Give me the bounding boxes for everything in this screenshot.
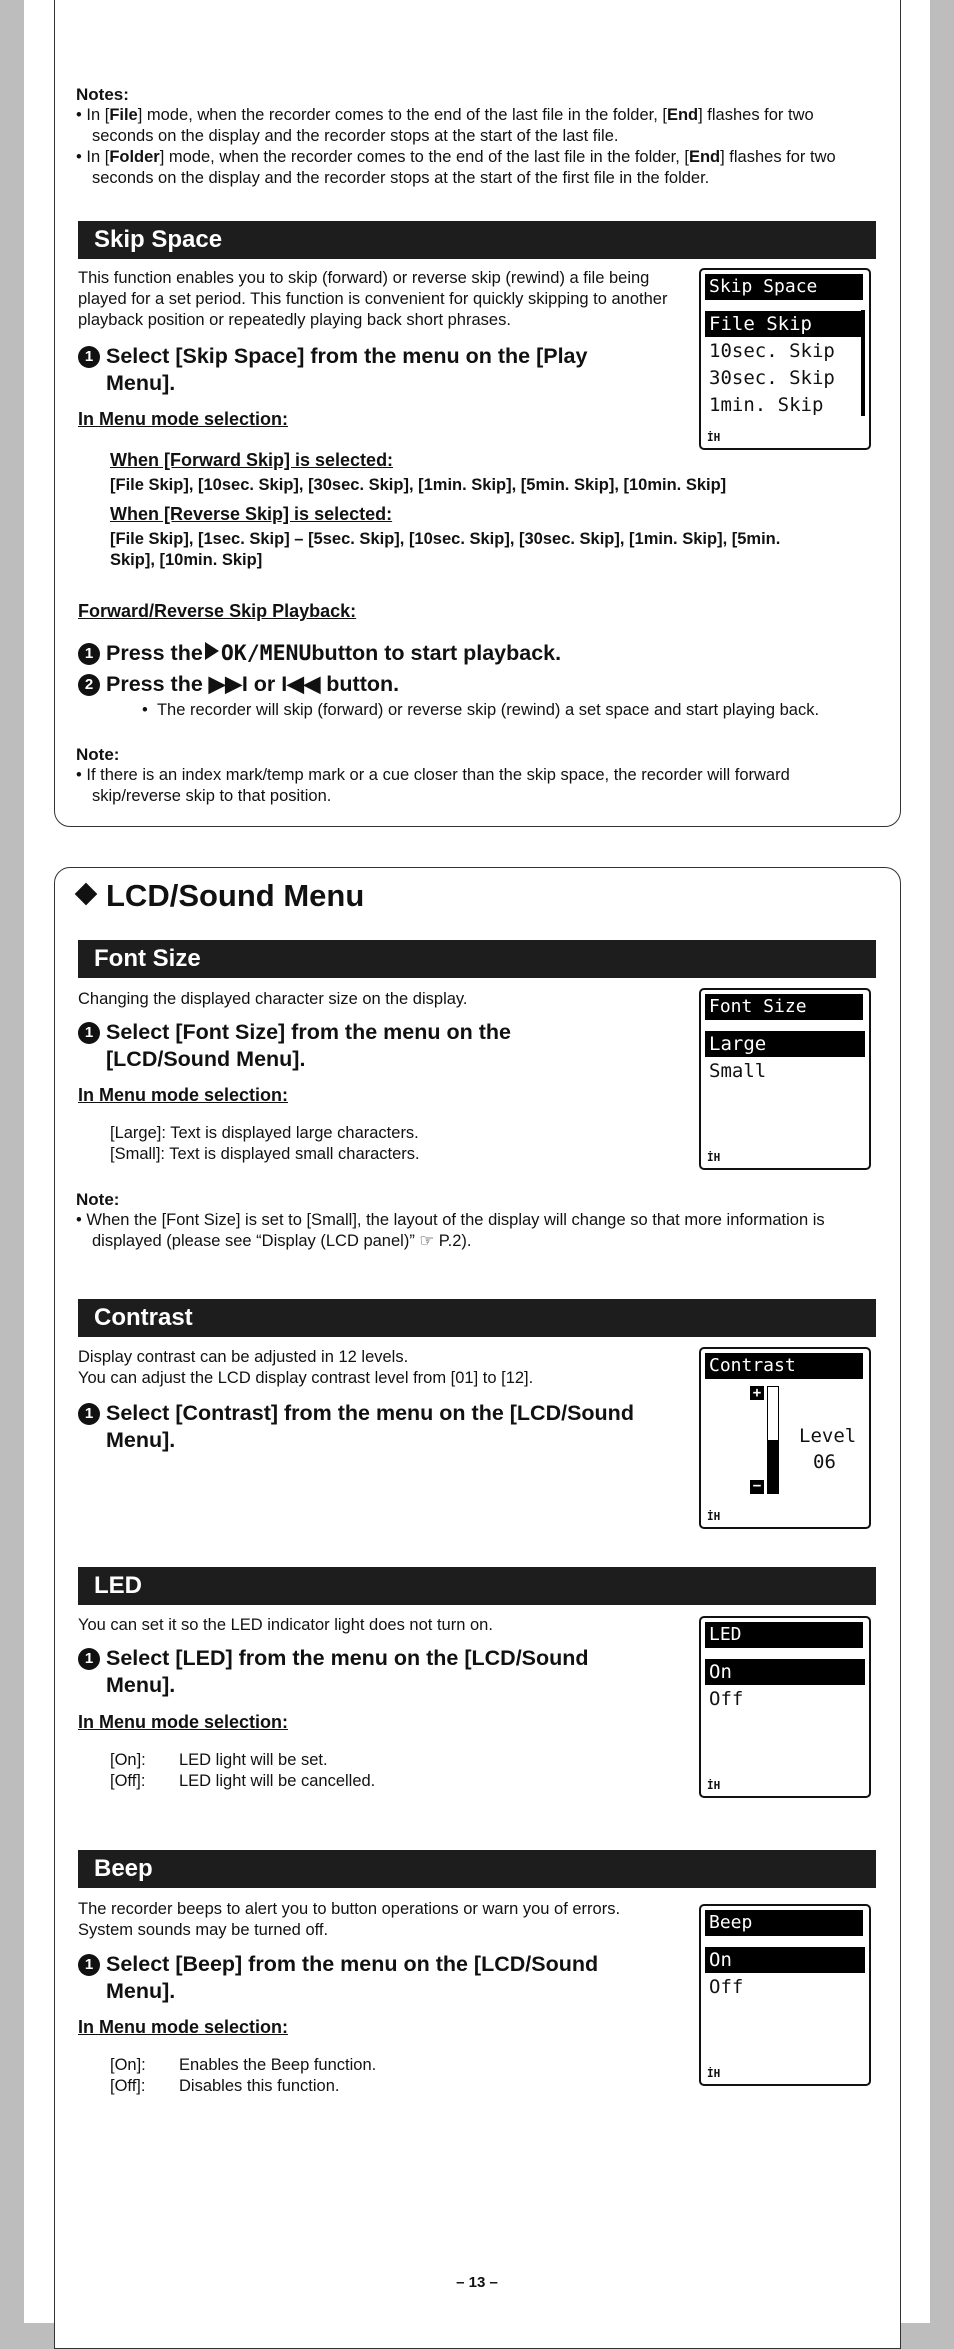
menu-mode-heading: In Menu mode selection: (78, 409, 289, 429)
lcd-sound-heading: LCD/Sound Menu (78, 878, 364, 914)
beep-option-value: Disables this function. (179, 2077, 340, 2095)
fr-skip-heading: Forward/Reverse Skip Playback: (78, 601, 357, 621)
battery-icon: İH (707, 2067, 721, 2080)
step-number: 1 (78, 1954, 100, 1976)
step-text: Select [LED] from the menu on the [LCD/Sound Menu]. (106, 1646, 589, 1697)
lcd-font-size (699, 988, 871, 1170)
skip-space-intro: This function enables you to skip (forward) or reverse skip (rewind) a file being played for a set period. This function is convenient for quickly skipping to another playback position or repeatedly playing back short phrases. (78, 269, 668, 329)
play-triangle-icon (205, 642, 219, 660)
battery-icon: İH (707, 1510, 721, 1523)
beep-step-1 (78, 1951, 638, 2005)
step-number: 1 (78, 1403, 100, 1425)
lcd-row: 30sec. Skip (709, 367, 835, 389)
beep-option-key: [Off]: (110, 2077, 146, 2095)
beep-intro-1: The recorder beeps to alert you to button operations or warn you of errors. (78, 1900, 621, 1918)
notes-top (76, 85, 878, 189)
note-item: • In [File] mode, when the recorder comes to the end of the last file in the folder, [End] flashes for two seconds on the display and the recorder stops at the start of the last file. (76, 106, 814, 145)
contrast-level-label: Level (799, 1425, 857, 1447)
lcd-row: On (705, 1659, 865, 1685)
contrast-intro-1: Display contrast can be adjusted in 12 levels. (78, 1348, 409, 1366)
contrast-minus-icon: − (750, 1480, 764, 1494)
lcd-title: Beep (705, 1910, 863, 1936)
note-title: Note: (76, 745, 120, 764)
step-text: button to start playback. (311, 641, 562, 665)
font-size-intro: Changing the displayed character size on the display. (78, 990, 468, 1008)
led-intro: You can set it so the LED indicator light does not turn on. (78, 1616, 493, 1634)
lcd-title: Font Size (705, 994, 863, 1020)
led-option-key: [On]: (110, 1751, 146, 1769)
step-number: 1 (78, 643, 100, 665)
diamond-icon (75, 883, 98, 906)
menu-mode-heading: In Menu mode selection: (78, 1712, 289, 1732)
section-heading-font-size: Font Size (78, 940, 876, 978)
skip-note (76, 745, 878, 807)
menu-mode-heading: In Menu mode selection: (78, 1085, 289, 1105)
lcd-row: Large (705, 1031, 865, 1057)
skip-step-1 (78, 343, 638, 397)
beep-option-key: [On]: (110, 2056, 146, 2074)
beep-option-value: Enables the Beep function. (179, 2056, 377, 2074)
led-step-1 (78, 1645, 638, 1699)
menu-mode-heading: In Menu mode selection: (78, 2017, 289, 2037)
lcd-contrast (699, 1347, 871, 1529)
lcd-row: Off (709, 1976, 744, 1998)
led-option-value: LED light will be set. (179, 1751, 328, 1769)
lcd-row: 10sec. Skip (709, 340, 835, 362)
led-option-value: LED light will be cancelled. (179, 1772, 376, 1790)
lcd-row: File Skip (705, 311, 865, 337)
notes-title: Notes: (76, 85, 129, 104)
step-text: Select [Skip Space] from the menu on the [Play Menu]. (106, 344, 588, 395)
led-option-key: [Off]: (110, 1772, 146, 1790)
contrast-level-track (767, 1386, 779, 1494)
forward-skip-heading: When [Forward Skip] is selected: (110, 450, 394, 470)
step-text: Press the (106, 641, 203, 665)
contrast-step-1 (78, 1400, 638, 1454)
battery-icon: İH (707, 1151, 721, 1164)
step-text: Select [Beep] from the menu on the [LCD/Sound Menu]. (106, 1952, 599, 2003)
lcd-title: LED (705, 1622, 863, 1648)
font-size-note (76, 1190, 878, 1252)
lcd-row: Small (709, 1060, 767, 1082)
section-heading-beep: Beep (78, 1850, 876, 1888)
reverse-skip-heading: When [Reverse Skip] is selected: (110, 504, 393, 524)
step-b-bullet: • The recorder will skip (forward) or reverse skip (rewind) a set space and start playing back. (142, 701, 820, 719)
manual-page (24, 0, 930, 2323)
lcd-skip-space (699, 268, 871, 450)
step-text: Press the ▶▶I or I◀◀ button. (106, 672, 400, 696)
lcd-scrollbar (861, 310, 865, 416)
step-text: Select [Font Size] from the menu on the [LCD/Sound Menu]. (106, 1020, 511, 1071)
skip-step-b (78, 671, 858, 698)
lcd-title: Contrast (705, 1353, 863, 1379)
step-number: 1 (78, 346, 100, 368)
battery-icon: İH (707, 1779, 721, 1792)
section-heading-contrast: Contrast (78, 1299, 876, 1337)
contrast-intro-2: You can adjust the LCD display contrast level from [01] to [12]. (78, 1369, 534, 1387)
forward-skip-options: [File Skip], [10sec. Skip], [30sec. Skip], [1min. Skip], [5min. Skip], [10min. Skip] (110, 476, 727, 494)
font-size-option: [Small]: Text is displayed small characters. (110, 1145, 420, 1163)
battery-icon: İH (707, 431, 721, 444)
note-item: • If there is an index mark/temp mark or a cue closer than the skip space, the recorder will forward skip/reverse skip to that position. (76, 766, 790, 805)
contrast-level-value: 06 (813, 1451, 836, 1473)
step-number: 1 (78, 1648, 100, 1670)
note-title: Note: (76, 1190, 120, 1209)
skip-step-a (78, 640, 858, 667)
font-size-step-1 (78, 1019, 638, 1073)
lcd-title: Skip Space (705, 274, 863, 300)
contrast-plus-icon: + (750, 1386, 764, 1400)
section-heading-led: LED (78, 1567, 876, 1605)
step-number: 1 (78, 1022, 100, 1044)
step-text: Select [Contrast] from the menu on the [LCD/Sound Menu]. (106, 1401, 634, 1452)
lcd-row: On (705, 1947, 865, 1973)
note-item: • When the [Font Size] is set to [Small], the layout of the display will change so that more information is displayed (please see “Display (LCD panel)” ☞ P.2). (76, 1211, 825, 1250)
lcd-beep (699, 1904, 871, 2086)
note-item: • In [Folder] mode, when the recorder comes to the end of the last file in the folder, [End] flashes for two seconds on the display and the recorder stops at the start of the first file in the folder. (76, 148, 836, 187)
step-number: 2 (78, 674, 100, 696)
reverse-skip-options: [File Skip], [1sec. Skip] – [5sec. Skip], [10sec. Skip], [30sec. Skip], [1min. Skip], [5min. Skip], [10min. Skip] (110, 530, 781, 569)
ok-menu-key: OK/MENU (220, 641, 312, 666)
section-heading-skip-space: Skip Space (78, 221, 876, 259)
page-number: – 13 – (456, 2274, 498, 2291)
contrast-level-fill (768, 1440, 778, 1493)
lcd-led (699, 1616, 871, 1798)
beep-intro-2: System sounds may be turned off. (78, 1921, 329, 1939)
lcd-row: Off (709, 1688, 744, 1710)
lcd-row: 1min. Skip (709, 394, 824, 416)
font-size-option: [Large]: Text is displayed large characters. (110, 1124, 419, 1142)
